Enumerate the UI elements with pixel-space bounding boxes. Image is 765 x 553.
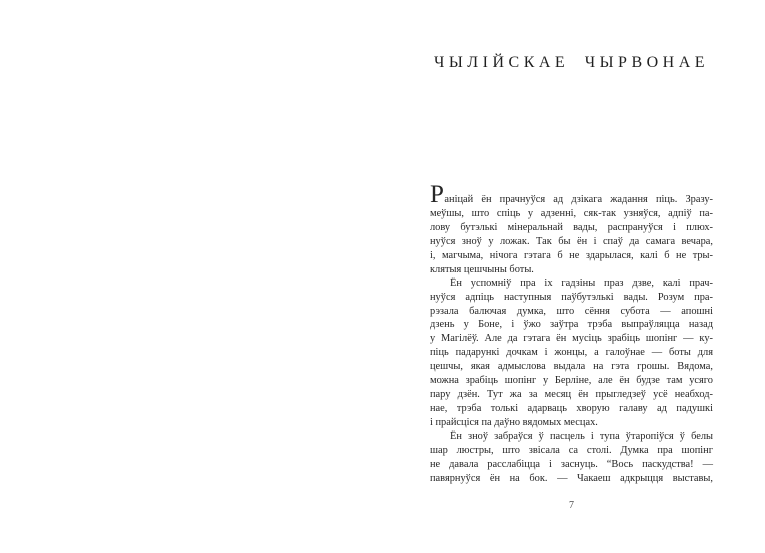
text-line: нае, трэба толькі адарваць хворую галаву ад падушкі — [430, 403, 713, 415]
text-line: меўшы, што спіць у адзенні, сяк-так узняўся, адпіў па- — [430, 207, 713, 219]
text-line: пару дзён. Тут жа за месяц ён прыгледзеў усё неабход- — [430, 389, 713, 401]
text-line: рэзала балючая думка, што сёння субота — апошні — [430, 305, 713, 317]
chapter-title: ЧЫЛІЙСКАЕ ЧЫРВОНАЕ — [433, 54, 710, 71]
raised-initial-letter: Р — [430, 181, 445, 208]
paragraph — [430, 181, 713, 277]
text-line: у Магілёў. Але да гэтага ён мусіць зрабіць шопінг — ку- — [430, 333, 713, 345]
text-line: нуўся зноў у ложак. Так бы ён і спаў да самага вечара, — [430, 235, 713, 247]
text-line: клятыя цешчыны боты. — [430, 263, 534, 275]
text-line: піць падарункі дочкам і жонцы, а галоўнае — боты для — [430, 347, 713, 359]
text-line: Раніцай ён прачнуўся ад дзікага жадання піць. Зразу- — [430, 181, 713, 208]
paragraph — [430, 430, 713, 486]
text-line: Ён зноў забраўся ў пасцель і тупа ўтаропіўся ў белы — [450, 430, 713, 442]
text-line: павярнуўся ён на бок. — Чакаеш адкрыцця выставы, — [430, 472, 713, 484]
text-block — [430, 181, 713, 486]
text-line: можна зрабіць шопінг у Берліне, але ён будзе там усяго — [430, 375, 713, 387]
text-line: дзень у Боне, і ўжо заўтра трэба выпраўляцца назад — [430, 319, 713, 331]
text-line: нуўся адпіць наступныя паўбутэлькі вады. Розум пра- — [430, 291, 713, 303]
text-line: і, магчыма, нічога гэтага б не здарылася, калі б не тры- — [430, 249, 713, 261]
text-line: шар люстры, што звісала са столі. Думка пра шопінг — [430, 444, 713, 456]
text-line: Ён успомніў пра іх гадзіны праз дзве, калі прач- — [450, 277, 713, 289]
text-line: і прайсціся па даўно вядомых месцах. — [430, 417, 598, 428]
text-line: лову бутэлькі мінеральнай вады, распрануўся і плюх- — [430, 221, 713, 233]
text-line: не давала расслабіцца і заснуць. “Вось паскудства! — — [430, 458, 713, 470]
text-line: цешчы, якая адмыслова выдала на гэта грошы. Вядома, — [430, 361, 713, 373]
page-number: 7 — [569, 500, 574, 511]
paragraph — [430, 277, 713, 430]
